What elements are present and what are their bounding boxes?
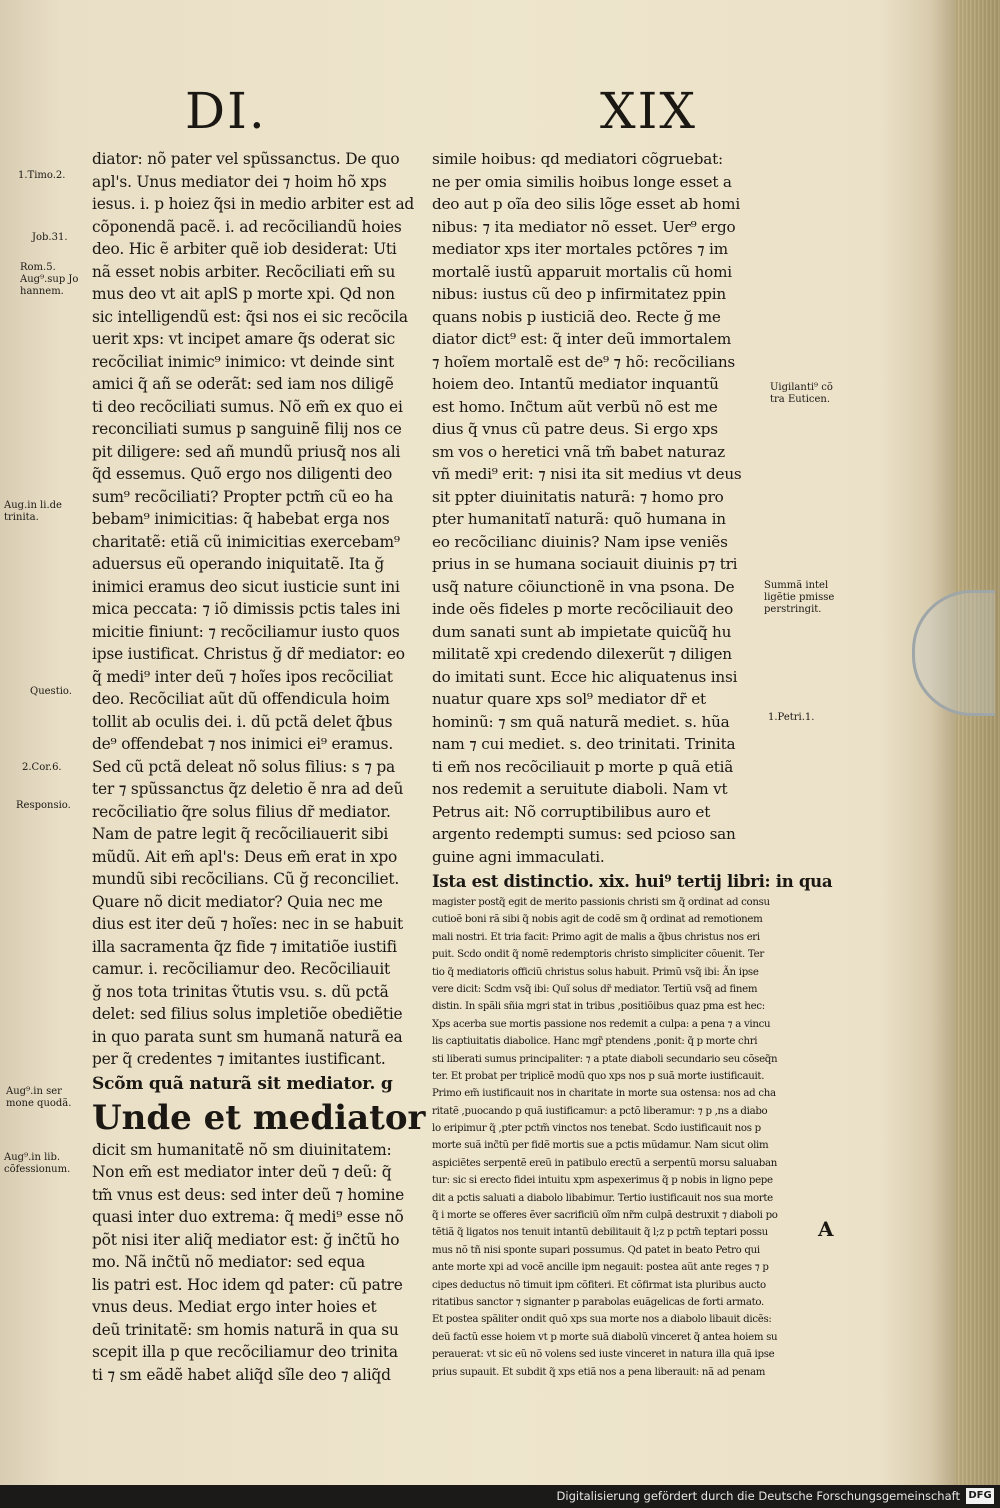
summary-line: tẽtiã q̃ ligatos nos tenuit intantũ debilitauit q̃ l;z p pctm̃ teptari possu bbox=[432, 1227, 768, 1239]
text-line: hoiem deo. Intantũ mediator inquantũ bbox=[432, 375, 719, 393]
right-column bbox=[432, 148, 767, 868]
paper-clip bbox=[912, 590, 995, 716]
text-line: Quare nõ dicit mediator? Quia nec me bbox=[92, 892, 383, 911]
text-line: diator: nõ pater vel spũssanctus. De quo bbox=[92, 150, 400, 168]
text-line: prius in se humana sociauit diuinis p⁊ tri bbox=[432, 555, 738, 573]
text-line: ter ⁊ spũssanctus q̃z deletio ẽ nra ad deũ bbox=[92, 780, 404, 798]
summary-line: tio q̃ mediatoris officiũ christus solus habuit. Primũ vsq̃ ibi: Ãn ipse bbox=[432, 966, 759, 978]
text-line: uerit xps: vt incipet amare q̃s oderat sic bbox=[92, 330, 396, 348]
text-line: sum⁹ recõciliati? Propter pctm̃ cũ eo ha bbox=[92, 487, 394, 506]
text-line: mica peccata: ⁊ iõ dimissis pctis tales ini bbox=[92, 600, 401, 618]
text-line: ti em̃ nos recõciliauit p morte p quã etiã bbox=[432, 757, 734, 776]
text-line: nã esset nobis arbiter. Recõciliati em̃ su bbox=[92, 262, 396, 281]
signature-mark: A bbox=[818, 1217, 834, 1241]
text-line: in quo parata sunt sm humanã naturã ea bbox=[92, 1027, 403, 1046]
text-line: ⁊ hoĩem mortalẽ est de⁹ ⁊ hõ: recõcilians bbox=[432, 352, 736, 371]
margin-note: Aug⁹.in ser mone quodã. bbox=[6, 1086, 72, 1109]
text-line: sit ppter diuinitatis naturã: ⁊ homo pro bbox=[432, 487, 724, 506]
summary-line: lo eripimur q̃ ,pter pctm̃ vinctos nos tenebat. Scdo iustificauit nos p bbox=[432, 1123, 761, 1135]
text-line: dius q̃ vnus cũ patre deus. Si ergo xps bbox=[432, 420, 718, 438]
summary-line: dit a pctis saluati a diabolo libabimur. Tertio iustificauit nos sua morte bbox=[432, 1192, 773, 1204]
text-line: quans nobis p iusticiã deo. Recte ğ me bbox=[432, 307, 721, 326]
text-line: guine agni immaculati. bbox=[432, 847, 605, 866]
text-line: Nam de patre legit q̃ recõciliauerit sibi bbox=[92, 825, 389, 843]
text-line: q̃d essemus. Quõ ergo nos diligenti deo bbox=[92, 465, 393, 483]
text-line: ti deo recõciliati sumus. Nõ em̃ ex quo ei bbox=[92, 397, 403, 416]
text-line: dicit sm humanitatẽ nõ sm diuinitatem: bbox=[92, 1140, 392, 1159]
text-line: micitie finiunt: ⁊ recõciliamur iusto quos bbox=[92, 622, 400, 641]
text-line: scepit illa p que recõciliamur deo trinita bbox=[92, 1343, 398, 1361]
margin-note: 2.Cor.6. bbox=[22, 762, 62, 773]
text-line: deũ trinitatẽ: sm homis naturã in qua su bbox=[92, 1320, 399, 1339]
summary-line: puit. Scdo ondit q̃ nomẽ redemptoris christo simpliciter cõuenit. Ter bbox=[432, 949, 764, 961]
summary-line: tur: sic si erecto fidei intuitu xpm aspexerimus q̃ p nobis in ligno pepe bbox=[432, 1175, 773, 1187]
text-line: pit diligere: sed añ mundũ priusq̃ nos ali bbox=[92, 442, 401, 461]
text-line: tm̃ vnus est deus: sed inter deũ ⁊ homine bbox=[92, 1185, 405, 1204]
text-line: militatẽ xpi credendo dilexerũt ⁊ diligen bbox=[432, 645, 732, 663]
text-line: iesus. i. p hoiez q̃si in medio arbiter est ad bbox=[92, 195, 415, 213]
funding-credit: Digitalisierung gefördert durch die Deutsche Forschungsgemeinschaft bbox=[556, 1489, 960, 1503]
text-line: diator dict⁹ est: q̃ inter deũ immortalem bbox=[432, 330, 732, 348]
text-line: mortalẽ iustũ apparuit mortalis cũ homi bbox=[432, 262, 732, 281]
initial-heading: Unde et mediator bbox=[92, 1097, 426, 1138]
text-line: Petrus ait: Nõ corruptibilibus auro et bbox=[432, 802, 711, 821]
text-line: nibus: ⁊ ita mediator nõ esset. Uer⁹ ergo bbox=[432, 217, 736, 236]
margin-note: Responsio. bbox=[16, 800, 71, 811]
text-line: illa sacramenta q̃z fide ⁊ imitatiõe iustifi bbox=[92, 937, 397, 956]
text-line: ipse iustificat. Christus ğ dr̃ mediator: eo bbox=[92, 645, 405, 663]
margin-note: Job.31. bbox=[32, 232, 68, 243]
text-line: recõciliatio q̃re solus filius dr̃ mediator. bbox=[92, 802, 391, 821]
summary-line: morte suã inc̃tũ per fidẽ mortis sue a pctis mũdamur. Nam sicut olim bbox=[432, 1140, 769, 1152]
summary-line: mali nostri. Et tria facit: Primo agit de malis a q̃bus christus nos eri bbox=[432, 931, 760, 943]
margin-note: 1.Timo.2. bbox=[18, 170, 66, 181]
text-line: aduersus eũ operando iniquitatẽ. Ita ğ bbox=[92, 555, 385, 573]
text-line: nibus: iustus cũ deo p infirmitatez ppin bbox=[432, 285, 726, 303]
text-line: reconciliati sumus p sanguinẽ filij nos ce bbox=[92, 420, 402, 438]
margin-note: Aug⁹.in lib. cõfessionum. bbox=[4, 1152, 71, 1175]
margin-note: 1.Petri.1. bbox=[768, 712, 815, 723]
summary-line: distin. In spãli sñia mgri stat in tribus ,positiõibus quaz pma est hec: bbox=[432, 1001, 765, 1013]
margin-note: Aug.in li.de trinita. bbox=[4, 500, 62, 523]
summary-line: magister postq̃ egit de merito passionis christi sm q̃ ordinat ad consu bbox=[432, 897, 770, 908]
dfg-logo: DFG bbox=[966, 1488, 994, 1504]
text-line: vnus deus. Mediat ergo inter hoies et bbox=[92, 1298, 377, 1316]
text-line: ne per omia similis hoibus longe esset a bbox=[432, 172, 732, 191]
summary-line: cipes deductus nõ timuit ipm cõfiteri. Et cõfirmat ista pluribus aucto bbox=[432, 1279, 766, 1291]
text-line: deo. Recõciliat aũt dũ offendicula hoim bbox=[92, 690, 390, 708]
text-line: recõciliat inimic⁹ inimico: vt deinde sint bbox=[92, 352, 395, 371]
text-line: de⁹ offendebat ⁊ nos inimici ei⁹ eramus. bbox=[92, 735, 394, 753]
text-line: tollit ab oculis dei. i. dũ pctã delet q̃bus bbox=[92, 712, 393, 731]
text-line: sic intelligendũ est: q̃si nos ei sic recõcila bbox=[92, 307, 408, 326]
text-line: sm vos o heretici vnã tm̃ babet naturaz bbox=[432, 442, 725, 461]
distinction-summary bbox=[432, 870, 852, 1381]
text-line: nos redemit a seruitute diaboli. Nam vt bbox=[432, 780, 728, 798]
summary-line: deũ factũ esse hoiem vt p morte suã diabolũ vinceret q̃ antea hoiem su bbox=[432, 1331, 778, 1343]
summary-line: lis captiuitatis diabolice. Hanc mgr̃ ptendens ,ponit: q̃ p morte chri bbox=[432, 1036, 758, 1048]
summary-line: Et postea spãliter ondit quõ xps sua morte nos a diabolo libauit dicẽs: bbox=[432, 1314, 772, 1326]
summary-line: aspiciẽtes serpentẽ ereũ in patibulo erectũ a serpentũ morsu saluaban bbox=[432, 1157, 778, 1169]
text-line: pter humanitatĩ naturã: quõ humana in bbox=[432, 510, 726, 528]
text-line: nuatur quare xps sol⁹ mediator dr̃ et bbox=[432, 690, 706, 708]
text-line: argento redempti sumus: sed pcioso san bbox=[432, 825, 736, 843]
text-line: ti ⁊ sm eãdẽ habet aliq̃d sĩle deo ⁊ aliq̃d bbox=[92, 1365, 391, 1384]
margin-note: Summã intel ligẽtie pmisse perstringit. bbox=[764, 580, 835, 615]
text-line: vñ medi⁹ erit: ⁊ nisi ita sit medius vt deus bbox=[432, 465, 742, 483]
running-head-left: DI. bbox=[185, 82, 267, 140]
text-line: est homo. Inc̃tum aũt verbũ nõ est me bbox=[432, 397, 718, 416]
summary-line: mus nõ tñ nisi sponte supari possumus. Qd patet in beato Petro qui bbox=[432, 1244, 760, 1256]
summary-line: ritatibus sanctor ⁊ signanter p parabolas euãgelicas de forti armato. bbox=[432, 1296, 764, 1308]
summary-line: cutioẽ boni rã sibi q̃ nobis agit de codẽ sm q̃ ordinat ad remotionem bbox=[432, 914, 763, 926]
text-line: do imitati sunt. Ecce hic aliquatenus insi bbox=[432, 667, 738, 686]
text-line: q̃ medi⁹ inter deũ ⁊ hoĩes ipos recõciliat bbox=[92, 667, 393, 686]
distinction-heading: Ista est distinctio. xix. hui⁹ tertij libri: in qua bbox=[432, 872, 833, 891]
summary-line: ter. Et probat per triplicẽ modũ quo xps nos p suã morte iustificauit. bbox=[432, 1070, 765, 1082]
summary-line: Xps acerba sue mortis passione nos redemit a culpa: a pena ⁊ a vincu bbox=[432, 1018, 771, 1030]
margin-note: Uigilanti⁹ cõ tra Euticen. bbox=[770, 382, 833, 405]
text-line: camur. i. recõciliamur deo. Recõciliauit bbox=[92, 960, 391, 978]
text-line: quasi inter duo extrema: q̃ medi⁹ esse nõ bbox=[92, 1208, 404, 1226]
summary-line: sti liberati sumus principaliter: ⁊ a ptate diaboli secundario seu cõseq̃n bbox=[432, 1053, 778, 1065]
text-line: mus deo vt ait aplS p morte xpi. Qd non bbox=[92, 285, 395, 303]
text-line: mũdũ. Ait em̃ apl's: Deus em̃ erat in xpo bbox=[92, 847, 398, 866]
summary-line: ritatẽ ,puocando p quã iustificamur: a pctõ liberamur: ⁊ p ,ns a diabo bbox=[432, 1105, 768, 1117]
text-line: dum sanati sunt ab impietate quicũq̃ hu bbox=[432, 622, 732, 641]
summary-line: ante morte xpi ad vocẽ ancille ipm negauit: postea aũt ante reges ⁊ p bbox=[432, 1262, 769, 1274]
text-line: mediator xps iter mortales pctõres ⁊ im bbox=[432, 240, 728, 258]
footer-bar bbox=[0, 1485, 1000, 1508]
text-line: usq̃ nature cõiunctionẽ in vna psona. De bbox=[432, 577, 735, 596]
text-line: inde oẽs fideles p morte recõciliauit deo bbox=[432, 600, 734, 618]
text-line: delet: sed filius solus impletiõe obediẽtie bbox=[92, 1005, 403, 1023]
text-line: bebam⁹ inimicitias: q̃ habebat erga nos bbox=[92, 510, 390, 528]
text-line: per q̃ credentes ⁊ imitantes iustificant. bbox=[92, 1050, 386, 1068]
text-line: charitatẽ: etiã cũ inimicitias exercebam⁹ bbox=[92, 532, 400, 551]
section-heading: Scõm quã naturã sit mediator. g bbox=[92, 1073, 393, 1094]
text-line: nam ⁊ cui mediet. s. deo trinitati. Trinita bbox=[432, 735, 736, 753]
text-line: deo. Hic ẽ arbiter quẽ iob desiderat: Uti bbox=[92, 240, 397, 258]
margin-note: Questio. bbox=[30, 686, 72, 697]
text-line: mundũ sibi recõcilians. Cũ ğ reconciliet. bbox=[92, 870, 400, 888]
text-line: ğ nos tota trinitas ṽtutis vsu. s. dũ pctã bbox=[92, 982, 389, 1001]
text-line: apl's. Unus mediator dei ⁊ hoim hõ xps bbox=[92, 172, 387, 191]
text-line: mo. Nã inc̃tũ nõ mediator: sed equa bbox=[92, 1253, 365, 1271]
running-head-right: XIX bbox=[600, 82, 697, 140]
text-line: amici q̃ añ se oderãt: sed iam nos diligẽ bbox=[92, 375, 394, 393]
text-line: lis patri est. Hoc idem qd pater: cũ patre bbox=[92, 1275, 403, 1294]
text-line: deo aut p oĩa deo silis lõge esset ab homi bbox=[432, 195, 740, 213]
text-line: Sed cũ pctã deleat nõ solus filius: s ⁊ pa bbox=[92, 757, 395, 776]
text-line: põt nisi iter aliq̃ mediator est: ğ inc̃tũ ho bbox=[92, 1230, 400, 1249]
text-line: simile hoibus: qd mediatori cõgruebat: bbox=[432, 150, 723, 168]
summary-line: perauerat: vt sic eũ nõ volens sed iuste vinceret in natura illa quã ipse bbox=[432, 1349, 775, 1361]
text-line: cõponendã pacẽ. i. ad recõciliandũ hoies bbox=[92, 217, 402, 236]
page-edge bbox=[955, 0, 1000, 1485]
left-column bbox=[92, 148, 428, 1386]
summary-line: prius supauit. Et subdit q̃ xps etiã nos a pena liberauit: nã ad penam bbox=[432, 1366, 766, 1378]
text-line: eo recõcilianc diuinis? Nam ipse veniẽs bbox=[432, 532, 728, 551]
text-line: inimici eramus deo sicut iusticie sunt ini bbox=[92, 577, 400, 596]
text-line: hominũ: ⁊ sm quã naturã mediet. s. hũa bbox=[432, 712, 730, 731]
text-line: dius est iter deũ ⁊ hoĩes: nec in se habuit bbox=[92, 915, 404, 933]
summary-line: vere dicit: Scdm vsq̃ ibi: Quĩ solus dr̃ mediator. Tertiũ vsq̃ ad finem bbox=[432, 983, 758, 995]
summary-line: q̃ i morte se offeres ẽver sacrificiũ oĩm nr̃m culpã destruxit ⁊ diaboli po bbox=[432, 1210, 778, 1222]
summary-line: Primo em̃ iustificauit nos in charitate in morte sua ostensa: nos ad cha bbox=[432, 1088, 776, 1100]
margin-note: Rom.5. Aug⁹.sup Jo hannem. bbox=[20, 262, 79, 297]
text-line: Non em̃ est mediator inter deũ ⁊ deũ: q̃ bbox=[92, 1163, 392, 1181]
